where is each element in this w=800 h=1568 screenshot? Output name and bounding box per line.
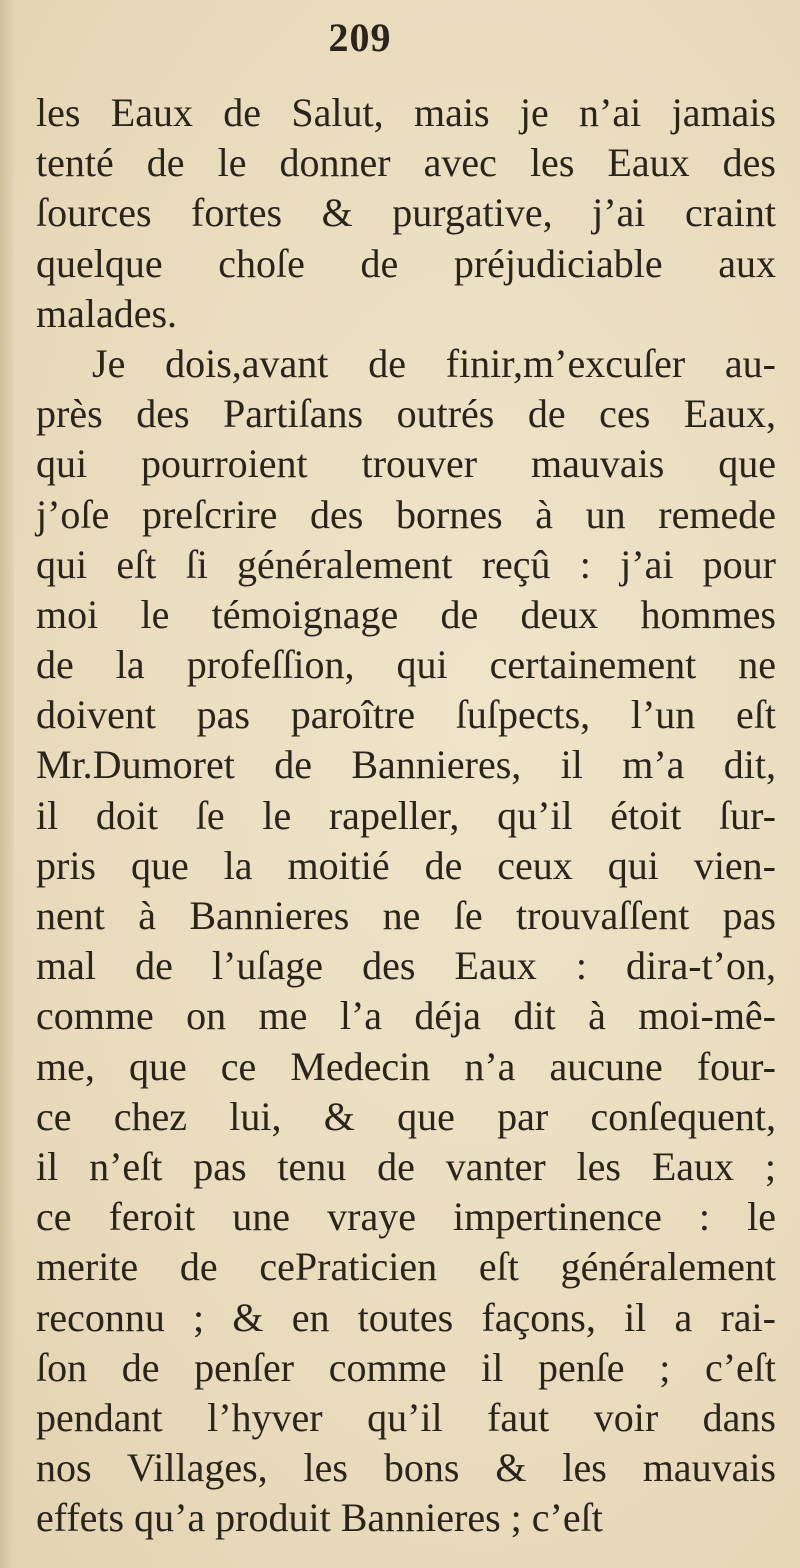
text-line: ſources fortes & purgative, j’ai craint [36, 190, 776, 236]
text-line: malades. [36, 290, 178, 336]
text-line: ce feroit une vraye impertinence : le [36, 1194, 776, 1240]
text-line: quelque choſe de préjudiciable aux [36, 240, 776, 286]
page-number: 209 [328, 15, 392, 60]
text-line: doivent pas paroître ſuſpects, l’un eſt [36, 692, 776, 738]
text-line: nos Villages, les bons & les mauvais [36, 1445, 776, 1491]
text-line: qui eſt ſi généralement reçû : j’ai pour [36, 541, 776, 587]
text-line: il n’eſt pas tenu de vanter les Eaux ; [36, 1143, 776, 1189]
text-line: moi le témoignage de deux hommes [36, 591, 776, 637]
text-line: pendant l’hyver qu’il faut voir dans [36, 1394, 776, 1440]
text-line: Mr.Dumoret de Bannieres, il m’a dit, [36, 742, 776, 788]
text-line: merite de cePraticien eſt généralement [36, 1244, 776, 1290]
text-line: comme on me l’a déja dit à moi-mê- [36, 993, 776, 1039]
body-text [36, 88, 776, 1543]
text-line: effets qu’a produit Bannieres ; c’eſt [36, 1495, 603, 1541]
text-line: ce chez lui, & que par conſequent, [36, 1093, 776, 1139]
text-line: il doit ſe le rapeller, qu’il étoit ſur- [36, 792, 776, 838]
text-line: qui pourroient trouver mauvais que [36, 441, 776, 487]
text-line: j’oſe preſcrire des bornes à un remede [36, 491, 776, 537]
text-line: près des Partiſans outrés de ces Eaux, [36, 391, 776, 437]
text-line: ſon de penſer comme il penſe ; c’eſt [36, 1344, 776, 1390]
text-line: de la profeſſion, qui certainement ne [36, 642, 776, 688]
text-line: tenté de le donner avec les Eaux des [36, 140, 776, 186]
text-line: les Eaux de Salut, mais je n’ai jamais [36, 90, 776, 135]
text-line: nent à Bannieres ne ſe trouvaſſent pas [36, 893, 776, 938]
text-line: reconnu ; & en toutes façons, il a rai- [36, 1294, 776, 1340]
text-line: Je dois,avant de finir,m’excuſer au- [92, 340, 776, 386]
text-line: mal de l’uſage des Eaux : dira-t’on, [36, 943, 776, 989]
text-line: me, que ce Medecin n’a aucune four- [36, 1043, 776, 1089]
text-line: pris que la moitié de ceux qui vien- [36, 842, 776, 888]
page-binding-edge [0, 0, 14, 1568]
